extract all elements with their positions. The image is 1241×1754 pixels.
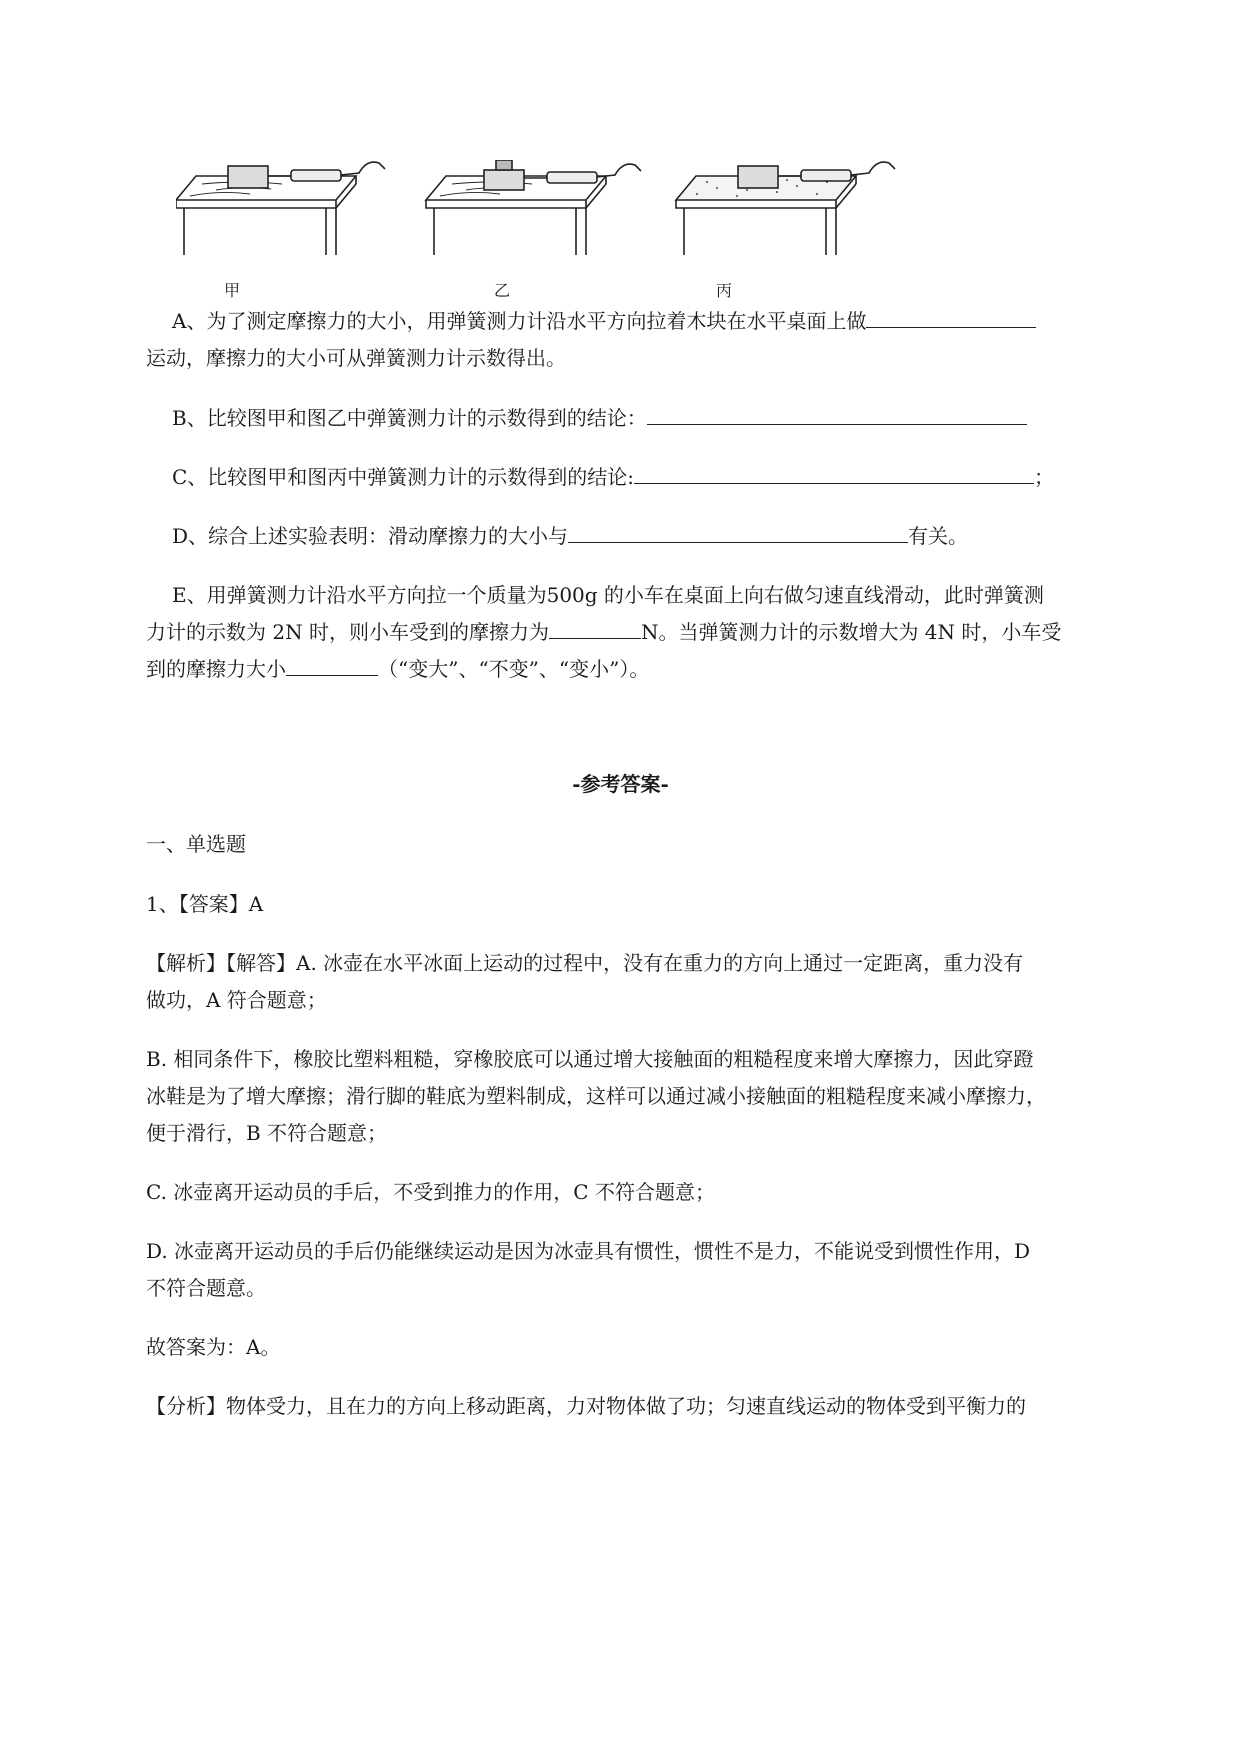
experiment-drawings (176, 160, 1036, 270)
answer-blank-a[interactable] (866, 305, 1036, 328)
figure-label-yi: 乙 (494, 281, 511, 300)
question-e-text-2: 力计的示数为 2N 时，则小车受到的摩擦力为 (146, 620, 549, 644)
option-d-line-2: 不符合题意。 (146, 1276, 266, 1300)
answers-section-heading: 一、单选题 (146, 832, 246, 856)
answer-blank-b[interactable] (647, 402, 1027, 425)
conclusion: 故答案为：A。 (146, 1335, 281, 1359)
question-c (146, 459, 1166, 496)
figure-label-jia: 甲 (224, 281, 241, 300)
answer-blank-e-friction[interactable] (549, 616, 641, 639)
question-d (146, 518, 1166, 555)
answer-1: 1、【答案】A (146, 892, 264, 916)
question-c-text: C、比较图甲和图丙中弹簧测力计的示数得到的结论: (172, 465, 635, 489)
option-b-line-2: 冰鞋是为了增大摩擦；滑行脚的鞋底为塑料制成，这样可以通过减小接触面的粗糙程度来减小摩擦力， (146, 1084, 1046, 1108)
question-e-text-1: E、用弹簧测力计沿水平方向拉一个质量为500g 的小车在桌面上向右做匀速直线滑动，此时弹簧测 (172, 583, 1044, 607)
question-a (146, 303, 1166, 340)
friction-experiment-figure (176, 160, 1036, 300)
option-c-line: C. 冰壶离开运动员的手后，不受到推力的作用，C 不符合题意； (146, 1180, 715, 1204)
question-e-text-5: （“变大”、“不变”、“变小”）。 (378, 657, 650, 681)
option-b-line-3: 便于滑行，B 不符合题意； (146, 1121, 388, 1145)
option-d-line-1: D. 冰壶离开运动员的手后仍能继续运动是因为冰壶具有惯性，惯性不是力，不能说受到惯性作用，D (146, 1239, 1031, 1263)
question-e (146, 577, 1166, 614)
table-jia-drawing (176, 162, 385, 255)
question-d-end: 有关。 (908, 524, 969, 548)
answer-blank-e-change[interactable] (286, 653, 378, 676)
answers-title: -参考答案- (572, 772, 669, 796)
question-b-text: B、比较图甲和图乙中弹簧测力计的示数得到的结论： (172, 406, 647, 430)
analysis-1-line-2: 做功，A 符合题意； (146, 988, 327, 1012)
answer-blank-d[interactable] (568, 520, 908, 543)
analysis-1-line-1: 【解析】【解答】A. 冰壶在水平冰面上运动的过程中，没有在重力的方向上通过一定距离，重力没有 (146, 951, 1024, 975)
table-bing-drawing (676, 162, 895, 255)
analysis-2: 【分析】物体受力，且在力的方向上移动距离，力对物体做了功；匀速直线运动的物体受到平衡力的 (146, 1394, 1026, 1418)
question-a-text: A、为了测定摩擦力的大小，用弹簧测力计沿水平方向拉着木块在水平桌面上做 (172, 309, 867, 333)
figure-label-bing: 丙 (716, 281, 733, 300)
option-b-line-1: B. 相同条件下，橡胶比塑料粗糙，穿橡胶底可以通过增大接触面的粗糙程度来增大摩擦力，因此穿蹬 (146, 1047, 1034, 1071)
question-e-line-3 (146, 651, 1166, 688)
answer-blank-c[interactable] (634, 461, 1034, 484)
question-c-end: ； (1034, 465, 1055, 489)
question-a-continued (146, 340, 1166, 377)
question-e-text-4: 到的摩擦力大小 (146, 657, 286, 681)
question-e-line-2 (146, 614, 1166, 651)
question-e-text-3: N。当弹簧测力计的示数增大为 4N 时，小车受 (640, 620, 1062, 644)
question-a-text-2: 运动，摩擦力的大小可从弹簧测力计示数得出。 (146, 346, 566, 370)
table-yi-drawing (426, 160, 641, 255)
question-d-text: D、综合上述实验表明：滑动摩擦力的大小与 (172, 524, 569, 548)
question-b (146, 400, 1166, 437)
